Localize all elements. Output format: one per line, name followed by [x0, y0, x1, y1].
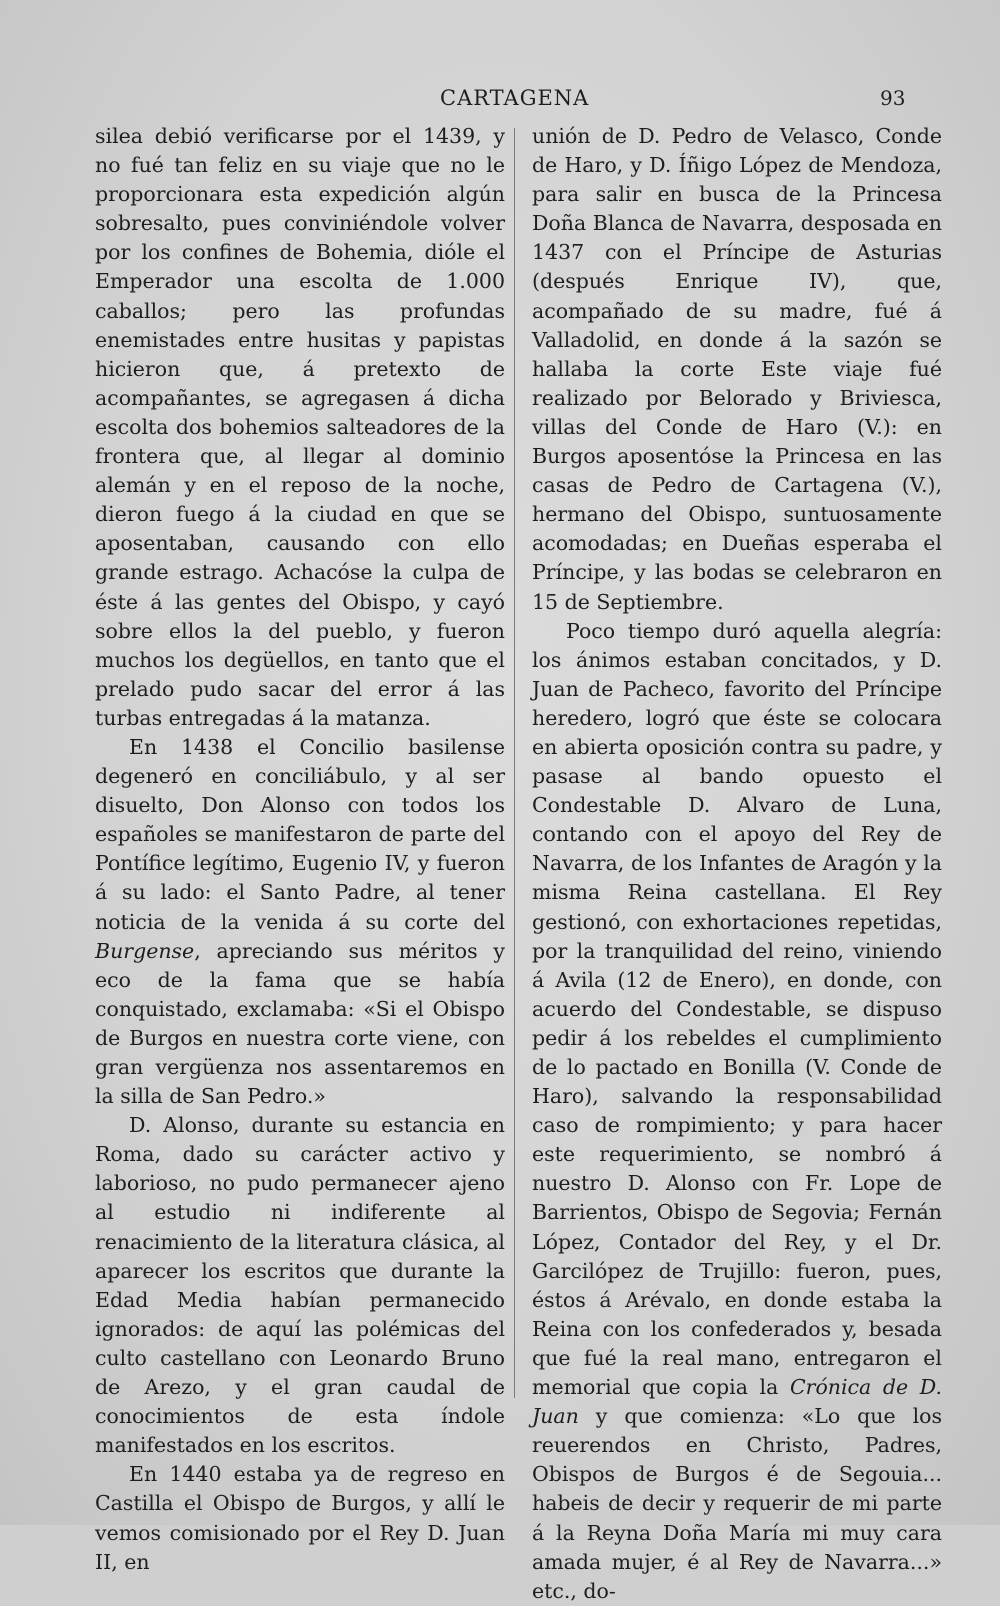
paragraph-1440: En 1440 estaba ya de regreso en Castilla el Obispo de Burgos, y allí le vemos comisionado por el Rey D. Juan II, en — [95, 1462, 505, 1574]
right-column — [532, 122, 942, 1606]
paragraph-alegria — [532, 617, 942, 1606]
italic-term: Burgense — [95, 938, 195, 963]
italic-title: Crónica de D. Juan — [532, 1375, 942, 1429]
paragraph-continued: unión de D. Pedro de Velasco, Conde de Haro, y D. Íñigo López de Mendoza, para salir en busca de la Princesa Doña Blanca de Navarra, desposada en 1437 con el Príncipe de Asturias (después Enrique IV), que, acompañado de su madre, fué á Valladolid, en donde á la sazón se hallaba la corte Este viaje fué realizado por Belorado y Briviesca, villas del Conde de Haro (V.): en Burgos aposentóse la Princesa en las casas de Pedro de Cartagena (V.), hermano del Obispo, suntuosamente acomodadas; en Dueñas esperaba el Príncipe, y las bodas se celebraron en 15 de Septiembre. — [532, 124, 942, 614]
paragraph-text: En 1438 el Concilio basilense degeneró en conciliábulo, y al ser disuelto, Don Alonso con todos los españoles se manifestaron de parte del Pontífice legítimo, Eugenio IV, y fueron á su lado: el Santo Padre, al tener noticia de la venida á su corte del — [95, 734, 505, 934]
page-number: 93 — [880, 86, 906, 110]
paragraph-council — [95, 733, 505, 1111]
left-column — [95, 122, 505, 1577]
running-title: CARTAGENA — [440, 86, 590, 110]
paragraph-rome: D. Alonso, durante su estancia en Roma, dado su carácter activo y laborioso, no pudo permanecer ajeno al estudio ni indiferente al renacimiento de la literatura clásica, al aparecer los escritos que durante la Edad Media habían permanecido ignorados: de aquí las polémicas del culto castellano con Leonardo Bruno de Arezo, y el gran caudal de conocimientos de esta índole manifestados en los escritos. — [95, 1113, 505, 1458]
paragraph-text: y que comienza: «Lo que los reuerendos en Christo, Padres, Obispos de Burgos é de Segouia... habeis de decir y requerir de mi parte á la Reyna Doña María mi muy cara amada mujer, é al Rey de Navarra...» etc., do- — [532, 1404, 942, 1603]
running-header — [0, 86, 1000, 116]
paragraph-text: Poco tiempo duró aquella alegría: los ánimos estaban concitados, y D. Juan de Pacheco, favorito del Príncipe heredero, logró que éste se colocara en abierta oposición contra su padre, y pasase al bando opuesto el Condestable D. Alvaro de Luna, contando con el apoyo del Rey de Navarra, de los Infantes de Aragón y la misma Reina castellana. El Rey gestionó, con exhortaciones repetidas, por la tranquilidad del reino, viniendo á Avila (12 de Enero), en donde, con acuerdo del Condestable, se dispuso pedir á los rebeldes el cumplimiento de lo pactado en Bonilla (V. Conde de Haro), salvando la responsabilidad caso de rompimiento; y para hacer este requerimiento, se nombró á nuestro D. Alonso con Fr. Lope de Barrientos, Obispo de Segovia; Fernán López, Contador del Rey, y el Dr. Garcilópez de Trujillo: fueron, pues, éstos á Arévalo, en donde estaba la Reina con los confederados y, besada que fué la real mano, entregaron el memorial que copia la — [532, 618, 942, 1400]
paragraph-continued: silea debió verificarse por el 1439, y no fué tan feliz en su viaje que no le proporcionara esta expedición algún sobresalto, pues conviniéndole volver por los confines de Bohemia, dióle el Emperador una escolta de 1.000 caballos; pero las profundas enemistades entre husitas y papistas hicieron que, á pretexto de acompañantes, se agregasen á dicha escolta dos bohemios salteadores de la frontera que, al llegar al dominio alemán y en el reposo de la noche, dieron fuego á la ciudad en que se aposentaban, causando con ello grande estrago. Achacóse la culpa de éste á las gentes del Obispo, y cayó sobre ellos la del pueblo, y fueron muchos los degüellos, en tanto que el prelado pudo sacar del error á las turbas entregadas á la matanza. — [95, 124, 505, 730]
column-divider — [514, 128, 515, 1398]
paragraph-text: , apreciando sus méritos y eco de la fama que se había conquistado, exclamaba: «Si el Obispo de Burgos en nuestra corte viene, con gran vergüenza nos assentaremos en la silla de San Pedro.» — [95, 938, 505, 1109]
